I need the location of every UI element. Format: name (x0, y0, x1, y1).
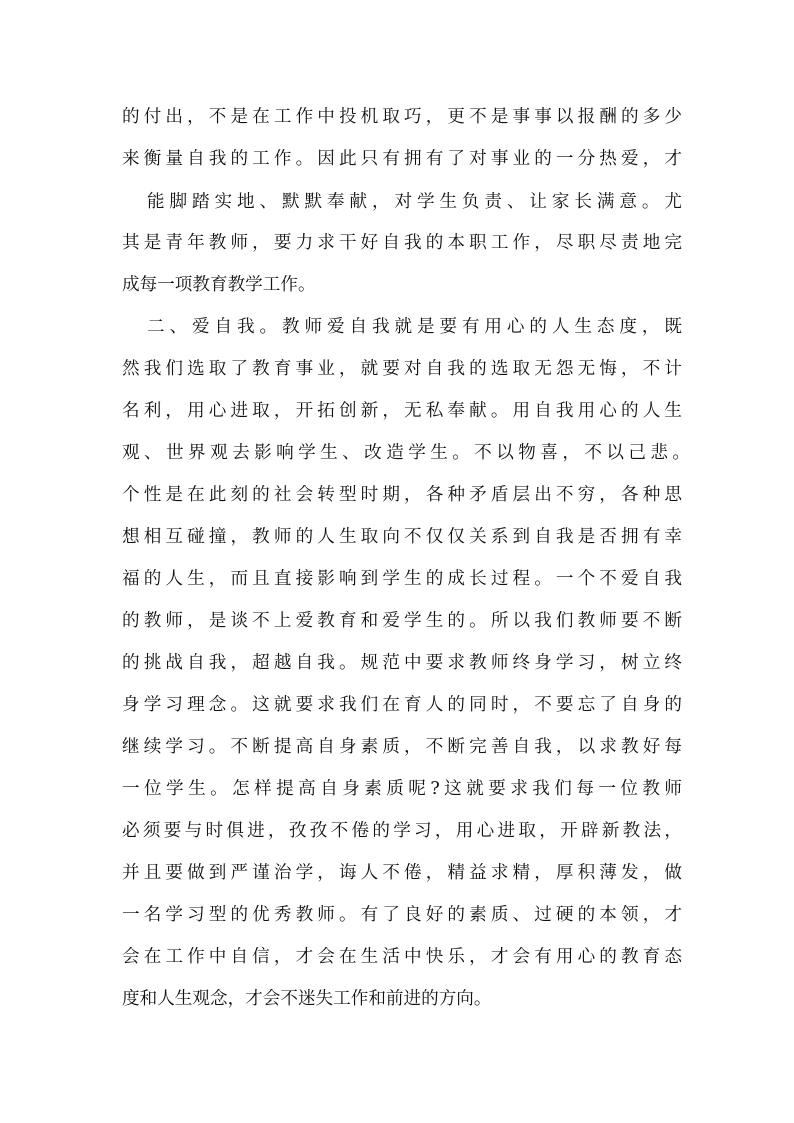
text-line: 福的人生，而且直接影响到学生的成长过程。一个不爱自我 (122, 569, 682, 589)
text-line: 个性是在此刻的社会转型时期，各种矛盾层出不穷，各种思 (122, 485, 682, 505)
text-line: 想相互碰撞，教师的人生取向不仅仅关系到自我是否拥有幸 (122, 527, 682, 547)
text-line: 度和人生观念，才会不迷失工作和前进的方向。 (122, 989, 492, 1009)
text-line: 的教师，是谈不上爱教育和爱学生的。所以我们教师要不断 (122, 611, 682, 631)
text-line: 一名学习型的优秀教师。有了良好的素质、过硬的本领，才 (122, 905, 682, 925)
text-line: 一位学生。怎样提高自身素质呢?这就要求我们每一位教师 (122, 779, 682, 799)
text-line: 会在工作中自信，才会在生活中快乐，才会有用心的教育态 (122, 947, 682, 967)
text-line: 继续学习。不断提高自身素质，不断完善自我，以求教好每 (122, 737, 682, 757)
text-line: 观、世界观去影响学生、改造学生。不以物喜，不以己悲。 (122, 443, 690, 463)
paragraph-heading-line: 二、爱自我。教师爱自我就是要有用心的人生态度，既 (147, 317, 682, 337)
text-line: 的付出，不是在工作中投机取巧，更不是事事以报酬的多少 (122, 107, 682, 127)
text-line: 然我们选取了教育事业，就要对自我的选取无怨无悔，不计 (122, 359, 682, 379)
text-line: 来衡量自我的工作。因此只有拥有了对事业的一分热爱，才 (122, 149, 682, 169)
text-line: 必须要与时俱进，孜孜不倦的学习，用心进取，开辟新教法， (122, 821, 682, 841)
text-line: 并且要做到严谨治学，诲人不倦，精益求精，厚积薄发，做 (122, 863, 682, 883)
text-line: 其是青年教师，要力求干好自我的本职工作，尽职尽责地完 (122, 233, 682, 253)
text-line: 成每一项教育教学工作。 (122, 275, 316, 295)
text-line: 能脚踏实地、默默奉献，对学生负责、让家长满意。尤 (147, 192, 682, 212)
text-line: 名利，用心进取，开拓创新，无私奉献。用自我用心的人生 (122, 401, 682, 421)
text-line: 身学习理念。这就要求我们在育人的同时，不要忘了自身的 (122, 695, 682, 715)
text-line: 的挑战自我，超越自我。规范中要求教师终身学习，树立终 (122, 653, 682, 673)
